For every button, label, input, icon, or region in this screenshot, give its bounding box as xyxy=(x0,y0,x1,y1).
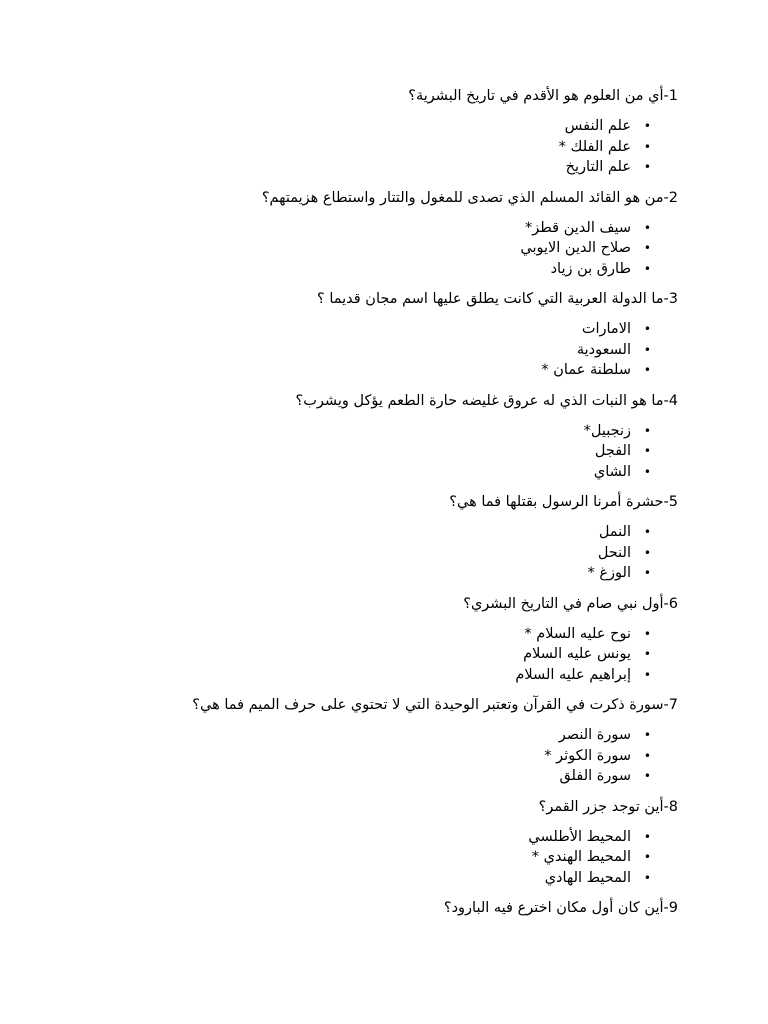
answer-option xyxy=(90,137,678,158)
question-block-5 xyxy=(90,492,678,584)
answer-option xyxy=(90,766,678,787)
bullet-icon: • xyxy=(643,545,651,560)
answer-text: سورة النصر xyxy=(558,727,631,743)
answer-text: الشاي xyxy=(593,463,631,480)
answer-option xyxy=(90,522,678,543)
answer-list xyxy=(90,421,678,483)
answer-option xyxy=(90,319,678,340)
answer-option xyxy=(90,644,678,665)
bullet-icon: • xyxy=(643,342,651,357)
answer-option xyxy=(90,441,678,462)
answer-option xyxy=(90,157,678,178)
answer-text: زنجبيل* xyxy=(583,422,631,439)
answer-option xyxy=(90,238,678,259)
answer-list xyxy=(90,827,678,889)
question-block-9 xyxy=(90,898,678,918)
bullet-icon: • xyxy=(643,423,651,438)
answer-text: الوزغ * xyxy=(587,565,631,581)
question-text: 4-ما هو النبات الذي له عروق غليضه حارة الطعم يؤكل ويشرب؟ xyxy=(295,392,678,409)
answer-option xyxy=(90,116,678,137)
answer-text: الامارات xyxy=(581,321,631,337)
bullet-icon: • xyxy=(643,850,651,864)
answer-option xyxy=(90,218,678,239)
answer-option xyxy=(90,827,678,848)
question-block-7 xyxy=(90,695,678,787)
answer-text: علم الفلك * xyxy=(558,138,631,155)
answer-option xyxy=(90,340,678,361)
answer-option xyxy=(90,360,678,381)
bullet-icon: • xyxy=(643,667,651,682)
answer-text: سلطنة عمان * xyxy=(541,362,631,378)
answer-text: النمل xyxy=(598,524,631,540)
answer-text: علم التاريخ xyxy=(565,159,631,175)
bullet-icon: • xyxy=(643,647,651,661)
bullet-icon: • xyxy=(643,464,651,479)
quiz-document xyxy=(90,86,678,928)
answer-option xyxy=(90,665,678,686)
answer-text: سورة الفلق xyxy=(559,768,631,784)
answer-text: المحيط الهادي xyxy=(544,869,631,886)
question-text: 5-حشرة أمرنا الرسول بقتلها فما هي؟ xyxy=(449,494,678,510)
bullet-icon: • xyxy=(643,748,651,763)
answer-list xyxy=(90,319,678,381)
answer-option xyxy=(90,746,678,767)
answer-option xyxy=(90,847,678,868)
bullet-icon: • xyxy=(643,566,651,580)
answer-option xyxy=(90,462,678,483)
answer-text: إبراهيم عليه السلام xyxy=(515,666,631,683)
bullet-icon: • xyxy=(643,525,651,539)
question-text: 3-ما الدولة العربية التي كانت يطلق عليها اسم مجان قديما ؟ xyxy=(317,291,678,307)
question-block-8 xyxy=(90,797,678,889)
bullet-icon: • xyxy=(643,119,651,133)
question-block-6 xyxy=(90,594,678,686)
bullet-icon: • xyxy=(643,444,651,458)
question-text: 6-أول نبي صام في التاريخ البشري؟ xyxy=(463,595,678,612)
bullet-icon: • xyxy=(643,322,651,336)
answer-option xyxy=(90,868,678,889)
question-block-2 xyxy=(90,188,678,280)
bullet-icon: • xyxy=(643,870,651,885)
question-block-1 xyxy=(90,86,678,178)
answer-list xyxy=(90,725,678,787)
answer-text: طارق بن زياد xyxy=(550,260,631,277)
bullet-icon: • xyxy=(643,728,651,742)
answer-text: سورة الكوثر * xyxy=(544,747,631,764)
answer-text: المحيط الأطلسي xyxy=(528,828,631,845)
bullet-icon: • xyxy=(643,160,651,174)
question-text: 7-سورة ذكرت في القرآن وتعتبر الوحيدة التي لا تحتوي على حرف الميم فما هي؟ xyxy=(192,697,678,713)
bullet-icon: • xyxy=(643,626,651,641)
answer-option xyxy=(90,421,678,442)
answer-list xyxy=(90,218,678,280)
answer-option xyxy=(90,725,678,746)
answer-text: علم النفس xyxy=(564,118,631,134)
answer-option xyxy=(90,563,678,584)
answer-option xyxy=(90,543,678,564)
question-text: 2-من هو القائد المسلم الذي تصدى للمغول والتتار واستطاع هزيمتهم؟ xyxy=(261,189,678,206)
bullet-icon: • xyxy=(643,261,651,276)
bullet-icon: • xyxy=(643,139,651,154)
answer-option xyxy=(90,624,678,645)
answer-text: صلاح الدين الايوبي xyxy=(520,240,631,256)
answer-text: النحل xyxy=(597,544,631,561)
answer-text: المحيط الهندي * xyxy=(531,849,631,865)
bullet-icon: • xyxy=(643,769,651,783)
answer-text: سيف الدين قطز* xyxy=(525,219,631,236)
question-text: 9-أين كان أول مكان اخترع فيه البارود؟ xyxy=(443,900,678,916)
bullet-icon: • xyxy=(643,220,651,235)
answer-list xyxy=(90,522,678,584)
bullet-icon: • xyxy=(643,829,651,844)
answer-text: الفجل xyxy=(594,443,631,459)
question-text: 8-أين توجد جزر القمر؟ xyxy=(538,798,678,815)
answer-option xyxy=(90,259,678,280)
answer-list xyxy=(90,116,678,178)
question-block-4 xyxy=(90,391,678,483)
answer-text: السعودية xyxy=(576,341,631,358)
question-block-3 xyxy=(90,289,678,381)
bullet-icon: • xyxy=(643,363,651,377)
answer-text: نوح عليه السلام * xyxy=(524,625,631,642)
bullet-icon: • xyxy=(643,241,651,255)
question-text: 1-أي من العلوم هو الأقدم في تاريخ البشرية؟ xyxy=(408,88,678,104)
answer-text: يونس عليه السلام xyxy=(523,646,631,662)
answer-list xyxy=(90,624,678,686)
